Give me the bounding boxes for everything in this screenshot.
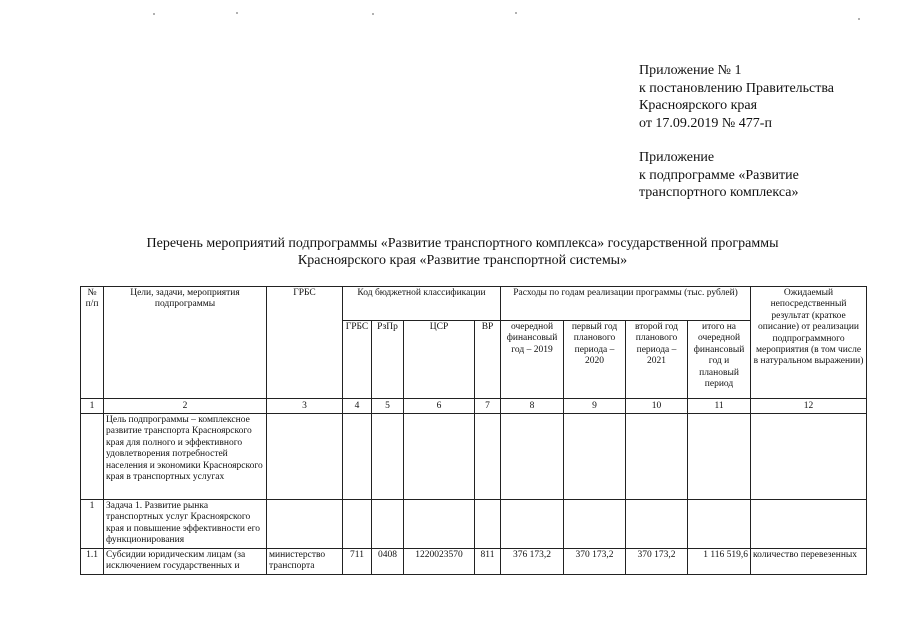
row-total xyxy=(688,414,751,500)
row-grbs-code xyxy=(343,500,372,549)
scan-speck xyxy=(515,12,517,14)
row-2021: 370 173,2 xyxy=(626,548,688,574)
row-name: Цель подпрограммы – комплексное развитие транспорта Красноярского края для полного и эффективного удовлетворения потребностей населения и экономики Красноярского края в транспортных услугах xyxy=(104,414,267,500)
appendix-line: от 17.09.2019 № 477-п xyxy=(639,115,772,131)
row-rzpr xyxy=(372,414,404,500)
column-number: 2 xyxy=(104,399,267,414)
column-number: 12 xyxy=(751,399,867,414)
scan-speck xyxy=(153,13,155,15)
appendix-line: Приложение № 1 xyxy=(639,63,742,78)
column-number: 3 xyxy=(267,399,343,414)
table-row xyxy=(81,548,867,574)
row-result xyxy=(751,500,867,549)
column-number: 1 xyxy=(81,399,104,414)
appendix-line: к постановлению Правительства xyxy=(639,80,835,96)
appendix-block xyxy=(639,62,834,202)
column-number: 10 xyxy=(626,399,688,414)
subheader-total: итого на очередной финансовый год и плановый период xyxy=(688,321,751,399)
table-row xyxy=(81,500,867,549)
appendix-line: транспортного комплекса» xyxy=(639,185,799,200)
row-num: 1.1 xyxy=(81,548,104,574)
row-2019 xyxy=(501,414,564,500)
subheader-csr: ЦСР xyxy=(404,321,475,399)
row-vr xyxy=(475,414,501,500)
row-grbs xyxy=(267,500,343,549)
title-line: Красноярского края «Развитие транспортной системы» xyxy=(297,252,628,268)
row-rzpr xyxy=(372,500,404,549)
column-number: 4 xyxy=(343,399,372,414)
row-vr: 811 xyxy=(475,548,501,574)
header-num: № п/п xyxy=(81,287,104,399)
row-name: Субсидии юридическим лицам (за исключением государственных и xyxy=(104,548,267,574)
header-goals: Цели, задачи, мероприятия подпрограммы xyxy=(104,287,267,399)
row-result: количество перевезенных xyxy=(751,548,867,574)
subheader-vr: ВР xyxy=(475,321,501,399)
header-result: Ожидаемый непосредственный результат (краткое описание) от реализации подпрограммного мероприятия (в том числе в натуральном выражении) xyxy=(751,287,867,399)
appendix-line: к подпрограмме «Развитие xyxy=(639,167,799,183)
column-number: 5 xyxy=(372,399,404,414)
column-number: 6 xyxy=(404,399,475,414)
row-rzpr: 0408 xyxy=(372,548,404,574)
row-grbs: министерство транспорта xyxy=(267,548,343,574)
row-csr xyxy=(404,414,475,500)
row-num xyxy=(81,414,104,500)
appendix-line: Приложение xyxy=(639,150,715,165)
column-number-row xyxy=(81,399,867,414)
row-grbs xyxy=(267,414,343,500)
header-budget-code: Код бюджетной классификации xyxy=(343,287,501,321)
row-2020 xyxy=(564,414,626,500)
table-row xyxy=(81,414,867,500)
row-2021 xyxy=(626,414,688,500)
header-row xyxy=(81,287,867,321)
scan-speck xyxy=(236,12,238,14)
row-2020: 370 173,2 xyxy=(564,548,626,574)
subheader-2021: второй год планового периода – 2021 xyxy=(626,321,688,399)
row-name: Задача 1. Развитие рынка транспортных услуг Красноярского края и повышение эффективности его функционирования xyxy=(104,500,267,549)
measures-table xyxy=(80,286,867,575)
header-grbs: ГРБС xyxy=(267,287,343,399)
row-result xyxy=(751,414,867,500)
column-number: 7 xyxy=(475,399,501,414)
row-num: 1 xyxy=(81,500,104,549)
scan-speck xyxy=(858,18,860,20)
subheader-2020: первый год планового периода – 2020 xyxy=(564,321,626,399)
row-2021 xyxy=(626,500,688,549)
row-grbs-code xyxy=(343,414,372,500)
row-2019 xyxy=(501,500,564,549)
row-grbs-code: 711 xyxy=(343,548,372,574)
row-total: 1 116 519,6 xyxy=(688,548,751,574)
column-number: 9 xyxy=(564,399,626,414)
subheader-rzpr: РзПр xyxy=(372,321,404,399)
title-line: Перечень мероприятий подпрограммы «Развитие транспортного комплекса» государственной программы xyxy=(146,236,779,251)
document-title xyxy=(60,236,865,269)
row-2020 xyxy=(564,500,626,549)
row-vr xyxy=(475,500,501,549)
scan-speck xyxy=(372,13,374,15)
row-total xyxy=(688,500,751,549)
row-csr xyxy=(404,500,475,549)
column-number: 11 xyxy=(688,399,751,414)
row-2019: 376 173,2 xyxy=(501,548,564,574)
subheader-2019: очередной финансовый год – 2019 xyxy=(501,321,564,399)
row-csr: 1220023570 xyxy=(404,548,475,574)
subheader-grbs: ГРБС xyxy=(343,321,372,399)
column-number: 8 xyxy=(501,399,564,414)
appendix-line: Красноярского края xyxy=(639,98,758,113)
header-expenses: Расходы по годам реализации программы (тыс. рублей) xyxy=(501,287,751,321)
